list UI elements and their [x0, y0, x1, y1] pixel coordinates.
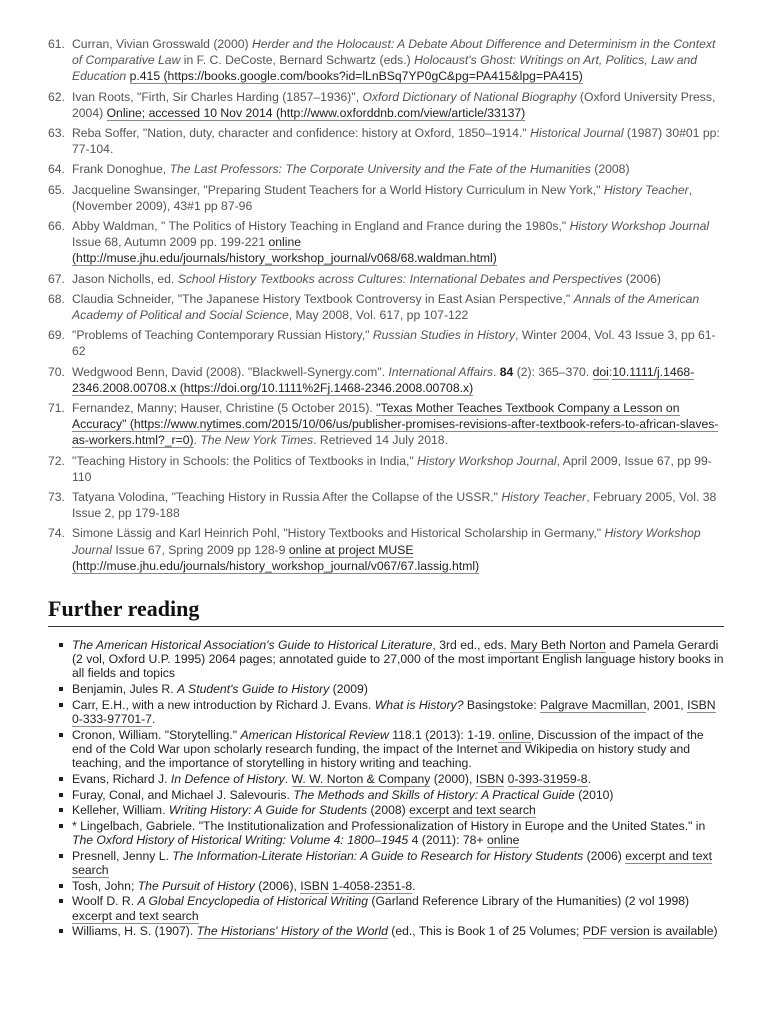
citation-text: * Lingelbach, Gabriele. "The Institutionalization and Professionalization of History in Europe and the United States." in — [72, 818, 706, 833]
italic-title: What is History? — [374, 697, 464, 712]
further-reading-item — [58, 803, 726, 817]
reference-number: 69. — [48, 328, 65, 343]
citation-text: Claudia Schneider, "The Japanese History Textbook Controversy in East Asian Perspective," — [72, 291, 574, 306]
citation-text: Evans, Richard J. — [72, 771, 171, 786]
bullet-icon — [59, 687, 63, 691]
bullet-icon — [59, 733, 63, 737]
italic-title: The Last Professors: The Corporate University and the Fate of the Humanities — [169, 162, 591, 177]
italic-title: Annals of the American Academy of Political and Social Science — [72, 291, 700, 323]
reference-number: 63. — [48, 126, 65, 141]
citation-text: , April 2009, Issue 67, pp 99-110 — [72, 453, 712, 484]
bullet-icon — [59, 824, 63, 828]
citation-text: Jason Nicholls, ed. — [72, 271, 178, 286]
references-list — [48, 36, 728, 578]
citation-text: , Winter 2004, Vol. 43 Issue 3, pp 61-62 — [72, 328, 716, 359]
further-reading-item — [58, 698, 726, 726]
citation-text: "Teaching History in Schools: the Politics of Textbooks in India," — [72, 453, 418, 468]
citation-text: Woolf D. R. — [72, 894, 138, 909]
italic-title: History Workshop Journal — [569, 219, 710, 234]
further-reading-list — [58, 638, 726, 940]
further-reading-item — [58, 788, 726, 802]
reference-link[interactable]: 0-333-97701-7 — [72, 712, 152, 727]
citation-text: Reba Soffer, "Nation, duty, character and confidence: history at Oxford, 1850–1914." — [72, 126, 531, 141]
citation-text: , 2001, — [646, 697, 688, 712]
citation-text: (2009) — [329, 682, 368, 697]
reference-item — [48, 218, 728, 267]
reference-link[interactable]: online at project MUSE (http://muse.jhu.edu/journals/history_workshop_journal/v067/67.lassig.html) — [72, 542, 480, 573]
bullet-icon — [59, 884, 63, 888]
italic-title: History Teacher — [603, 182, 689, 197]
citation-text: Williams, H. S. (1907). — [72, 924, 197, 939]
citation-text: . — [492, 364, 500, 379]
bullet-icon — [59, 899, 63, 903]
citation-text: Fernandez, Manny; Hauser, Christine (5 October 2015). — [72, 401, 377, 416]
reference-link[interactable]: online — [486, 833, 520, 848]
italic-title: Writing History: A Guide for Students — [168, 803, 368, 818]
citation-text: Abby Waldman, " The Politics of History Teaching in England and France during the 1980s," — [72, 219, 570, 234]
reference-item — [48, 291, 728, 323]
reference-link[interactable]: ISBN — [687, 697, 716, 712]
reference-number: 67. — [48, 271, 65, 286]
reference-link[interactable]: W. W. Norton & Company — [291, 771, 431, 786]
further-reading-item — [58, 638, 726, 681]
reference-item — [48, 327, 728, 359]
italic-title: A Global Encyclopedia of Historical Writing — [137, 894, 368, 909]
further-reading-item — [58, 894, 726, 922]
reference-link[interactable]: 10.1111/j.1468-2346.2008.00708.x (https://doi.org/10.1111%2Fj.1468-2346.2008.00708.x) — [72, 364, 695, 395]
italic-title: International Affairs — [388, 364, 493, 379]
italic-title: Historical Journal — [530, 126, 624, 141]
italic-title: The New York Times — [200, 433, 314, 448]
citation-text: Benjamin, Jules R. — [72, 682, 177, 697]
italic-title: The Oxford History of Historical Writing: Volume 4: 1800–1945 — [72, 833, 409, 848]
reference-item — [48, 453, 728, 485]
citation-text: Issue 67, Spring 2009 pp 128-9 — [111, 542, 289, 557]
reference-link[interactable]: Mary Beth Norton — [510, 638, 606, 652]
italic-title: School History Textbooks across Cultures: International Debates and Perspectives — [177, 271, 623, 286]
further-reading-item — [58, 728, 726, 771]
citation-text: . — [412, 878, 416, 893]
bullet-icon — [59, 777, 63, 781]
citation-text: 4 (2011): 78+ — [408, 833, 487, 848]
bullet-icon — [59, 808, 63, 812]
reference-link[interactable]: Online; accessed 10 Nov 2014 (http://www.oxforddnb.com/view/article/33137) — [106, 105, 526, 120]
citation-text: , 3rd ed., eds. — [432, 638, 511, 652]
citation-text: . — [587, 771, 591, 786]
reference-number: 62. — [48, 89, 65, 104]
reference-item — [48, 525, 728, 574]
citation-text: : — [608, 364, 613, 379]
citation-text: in F. C. DeCoste, Bernard Schwartz (eds.) — [180, 53, 415, 68]
reference-number: 74. — [48, 526, 65, 541]
reference-link[interactable]: 1-4058-2351-8 — [332, 878, 413, 893]
reference-number: 61. — [48, 37, 65, 51]
italic-title: History Teacher — [501, 490, 587, 505]
reference-link[interactable]: The Historians' History of the World — [196, 924, 388, 939]
citation-text: Presnell, Jenny L. — [72, 848, 173, 863]
citation-text: Tosh, John; — [72, 878, 138, 893]
citation-text: Simone Lässig and Karl Heinrich Pohl, "History Textbooks and Historical Scholarship in Germany," — [72, 526, 605, 541]
reference-item — [48, 489, 728, 521]
italic-title: The American Historical Association's Guide to Historical Literature — [72, 638, 433, 652]
reference-item — [48, 400, 728, 449]
italic-title: The Information-Literate Historian: A Guide to Research for History Students — [172, 848, 584, 863]
citation-text: . — [151, 712, 156, 727]
further-reading-item — [58, 772, 726, 786]
citation-text: (2008) — [367, 803, 410, 818]
reference-number: 66. — [48, 219, 65, 234]
reference-number: 68. — [48, 291, 65, 306]
reference-number: 71. — [48, 401, 65, 416]
reference-link[interactable]: excerpt and text search — [72, 908, 199, 923]
italic-title: A Student's Guide to History — [177, 682, 330, 697]
italic-title: History Workshop Journal — [72, 526, 701, 557]
reference-link[interactable]: "Texas Mother Teaches Textbook Company a Lesson on Accuracy" (https://www.nytimes.com/2015/10/06/us/publisher-promises-revisions-after-textbook-refers-to-african-slaves-as-workers.html?_r=0) — [72, 401, 719, 448]
reference-link[interactable]: excerpt and text search — [409, 803, 536, 818]
bullet-icon — [59, 929, 63, 933]
citation-text: , February 2005, Vol. 38 Issue 2, pp 179-188 — [72, 490, 717, 521]
italic-title: Herder and the Holocaust: A Debate About Difference and Determinism in the Context of Comparative Law — [72, 37, 716, 68]
italic-title: History Workshop Journal — [417, 453, 557, 468]
reference-link[interactable]: PDF version is available — [582, 924, 714, 939]
italic-title: The Pursuit of History — [137, 878, 255, 893]
citation-text: (2006) — [583, 848, 626, 863]
citation-text: 118.1 (2013): 1-19. — [388, 727, 499, 742]
reference-item — [48, 161, 728, 177]
reference-link[interactable]: online (http://muse.jhu.edu/journals/history_workshop_journal/v068/68.waldman.html) — [72, 235, 497, 266]
reference-number: 64. — [48, 162, 65, 177]
citation-text: . Retrieved 14 July 2018. — [313, 433, 448, 448]
italic-title: Russian Studies in History — [372, 328, 516, 343]
reference-number: 70. — [48, 364, 65, 379]
citation-text: (Oxford University Press, 2004) — [72, 89, 716, 120]
citation-text: Kelleher, William. — [72, 803, 169, 818]
reference-number: 72. — [48, 453, 65, 468]
citation-text: , (November 2009), 43#1 pp 87-96 — [72, 182, 693, 213]
reference-number: 65. — [48, 182, 65, 197]
further-reading-item — [58, 879, 726, 893]
citation-text: ) — [713, 924, 718, 939]
citation-text: Ivan Roots, "Firth, Sir Charles Harding (1857–1936)", — [72, 89, 363, 104]
citation-text: Wedgwood Benn, David (2008). "Blackwell-Synergy.com". — [72, 364, 389, 379]
citation-text: Issue 68, Autumn 2009 pp. 199-221 — [72, 235, 269, 250]
citation-text: Tatyana Volodina, "Teaching History in Russia After the Collapse of the USSR," — [72, 490, 502, 505]
further-reading-item — [58, 924, 726, 938]
reference-link[interactable]: excerpt and text search — [72, 848, 712, 878]
reference-number: 73. — [48, 490, 65, 505]
citation-text: (2000), — [430, 771, 476, 786]
reference-item — [48, 89, 728, 121]
citation-text: (1987) 30#01 pp: 77-104. — [72, 126, 720, 157]
citation-text: "Problems of Teaching Contemporary Russian History," — [72, 328, 373, 343]
reference-item — [48, 36, 728, 85]
volume-number: 84 — [499, 364, 514, 379]
reference-item — [48, 125, 728, 157]
citation-text: Basingstoke: — [463, 697, 541, 712]
italic-title: American Historical Review — [240, 727, 389, 742]
reference-link[interactable]: online — [498, 727, 531, 742]
citation-text: and Pamela Gerardi (2 vol, Oxford U.P. 1995) 2064 pages; annotated guide to 27,000 of the most important English language history books in all fields and topics — [72, 638, 724, 681]
citation-text: Cronon, William. "Storytelling." — [72, 727, 241, 742]
reference-link[interactable]: ISBN — [475, 771, 505, 786]
citation-text: (ed., This is Book 1 of 25 Volumes; — [387, 924, 583, 939]
citation-text: , May 2008, Vol. 617, pp 107-122 — [288, 308, 469, 323]
reference-link[interactable]: Palgrave Macmillan — [540, 697, 647, 712]
citation-text: Furay, Conal, and Michael J. Salevouris. — [72, 787, 294, 802]
italic-title: Holocaust's Ghost: Writings on Art, Politics, Law and Education — [72, 53, 698, 84]
italic-title: Oxford Dictionary of National Biography — [362, 89, 577, 104]
italic-title: In Defence of History — [170, 771, 285, 786]
citation-text: Jacqueline Swansinger, "Preparing Student Teachers for a World History Curriculum in New York," — [72, 182, 604, 197]
reference-link[interactable]: doi — [592, 364, 609, 379]
reference-item — [48, 271, 728, 287]
bullet-icon — [59, 854, 63, 858]
bullet-icon — [59, 793, 63, 797]
reference-link[interactable]: ISBN — [300, 878, 329, 893]
citation-text: (2006) — [622, 271, 661, 286]
citation-text: (2010) — [574, 787, 614, 802]
further-reading-item — [58, 682, 726, 696]
reference-link[interactable]: 0-393-31959-8 — [507, 771, 588, 786]
citation-text: Carr, E.H., with a new introduction by Richard J. Evans. — [72, 697, 375, 712]
citation-text: Frank Donoghue, — [72, 162, 170, 177]
bullet-icon — [59, 703, 63, 707]
reference-link[interactable]: p.415 (https://books.google.com/books?id=lLnBSq7YP0gC&pg=PA415&lpg=PA415) — [129, 69, 583, 84]
citation-text: (Garland Reference Library of the Humanities) (2 vol 1998) — [368, 894, 690, 909]
bullet-icon — [59, 643, 63, 647]
citation-text: . — [193, 433, 201, 448]
further-reading-heading: Further reading — [48, 596, 724, 627]
citation-text: (2): 365–370. — [513, 364, 593, 379]
citation-text: (2008) — [590, 162, 630, 177]
citation-text: . — [284, 771, 292, 786]
citation-text: , Discussion of the impact of the end of the Cold War upon scholarly research funding, the impact of the Internet and Wikipedia on history study and teaching, and the importance of storytelling in history writing and teaching. — [72, 727, 704, 771]
citation-text: (2006), — [254, 878, 301, 893]
citation-text: Curran, Vivian Grosswald (2000) — [72, 37, 252, 51]
italic-title: The Methods and Skills of History: A Practical Guide — [293, 787, 575, 802]
further-reading-item — [58, 849, 726, 877]
reference-item — [48, 364, 728, 396]
further-reading-item — [58, 819, 726, 847]
reference-item — [48, 182, 728, 214]
